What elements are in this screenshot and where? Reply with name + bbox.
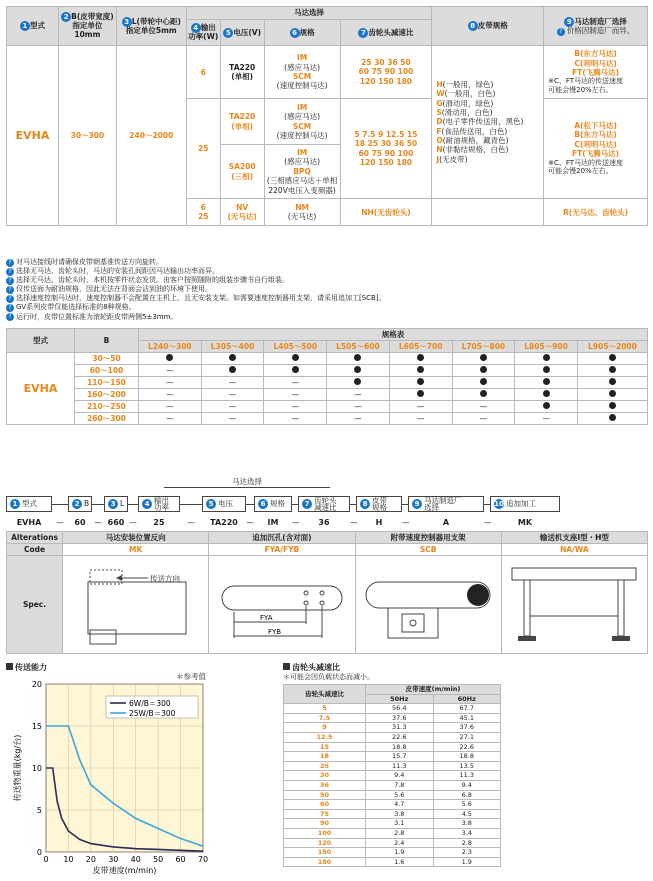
belt-item: D(电子零件传送用，黑色) [436,117,524,127]
y-tick-label: 20 [31,680,42,689]
available-dot [229,354,236,361]
gear-row: 180 1.6 1.9 [284,857,501,867]
col-spec: 6 规格 [264,20,340,46]
belt-item: G(滑动用，绿色) [436,98,494,108]
len-cell [577,353,647,365]
code-motor-group: 马达选择 [164,476,330,488]
gear-row: 36 7.8 9.4 [284,780,501,790]
belt-item: J(无皮带) [436,154,468,164]
code-example: IM [267,518,279,527]
alt-spec-mk [63,556,209,654]
voltage-1: TA220 (单相) [220,46,264,99]
len-cell [389,389,452,401]
question-icon: ? [6,259,14,267]
gear-row: 120 2.4 2.8 [284,838,501,848]
scb-diagram [358,560,498,648]
len-cell: — [327,413,390,425]
col-belt: 8 皮带规格 [432,7,544,46]
len-cell [515,401,578,413]
len-cell [515,365,578,377]
len-cell [389,377,452,389]
code-num: 3 [108,499,118,509]
len-row [7,353,648,365]
legend-entry: 25W/B＝300 [129,709,176,718]
len-b: 210～250 [75,401,139,413]
code-box: 1 型式 [6,496,52,512]
alt-spec-fy [209,556,355,654]
len-cell: — [389,401,452,413]
gear-note: ＊可能会因负载状态而减小。 [283,673,374,681]
len-cell [577,365,647,377]
len-col: L705～800 [452,341,515,353]
mk-diagram [66,560,206,648]
available-dot [417,354,424,361]
code-example: 36 [318,518,330,527]
code-example: EVHA [16,518,42,527]
alt-code-2: FYA/FYB [209,544,355,556]
maker-6: B(东方马达) C(利明马达) FT(飞腾马达) ※C、FT马达的传送速度 可能会慢20%左右。 [544,46,648,99]
belt-item: H(一般用，绿色) [436,79,494,89]
gear-row: 60 4.7 5.6 [284,800,501,810]
question-icon: ? [6,268,14,276]
alt-code-4: NA/WA [501,544,647,556]
col-ratio: 7 齿轮头减速比 [340,20,432,46]
len-cell: — [264,413,327,425]
gear-row: 18 15.7 18.8 [284,752,501,762]
gear-col-ratio: 齿轮头减速比 [284,685,366,704]
len-col-b: B [75,329,139,353]
spec-1: IM (感应马达) SCM (速度控制马达) [264,46,340,99]
len-cell [264,365,327,377]
len-col: L605～700 [389,341,452,353]
ratio-2: 5 7.5 9 12.5 15 18 25 30 36 50 60 75 90 100 120 150 180 [340,99,432,199]
code-num: 4 [142,499,152,509]
gear-row: 7.5 37.6 45.1 [284,713,501,723]
code-num: 9 [412,499,422,509]
question-icon: ? [6,313,14,321]
len-col: L905～2000 [577,341,647,353]
maker-item: A(松下马达) [574,121,617,130]
len-cell: — [389,413,452,425]
output-6-25: 6 25 [186,199,220,226]
code-example: A [442,518,450,527]
y-tick-label: 15 [31,722,42,731]
alt-code-3: SCB [355,544,501,556]
len-cell: — [327,401,390,413]
l-range: 240～2000 [116,46,186,226]
len-b: 60～100 [75,365,139,377]
len-cell [452,389,515,401]
available-dot [354,378,361,385]
len-cell: — [452,401,515,413]
code-example: 25 [153,518,165,527]
available-dot [417,366,424,373]
code-example: TA220 [210,518,238,527]
alt-name-1: 马达安装位置反向 [63,532,209,544]
len-cell: — [201,377,264,389]
gear-row: 15 18.8 22.6 [284,742,501,752]
voltage-3: SA200 (三相) [220,145,264,199]
len-cell [389,353,452,365]
len-row [7,401,648,413]
belt-list [432,46,544,199]
alt-header: Alterations [7,532,63,544]
maker-item: C(利明马达) [574,139,617,149]
fyb-label: FYB [267,627,282,636]
alt-code-1: MK [63,544,209,556]
len-cell: — [264,389,327,401]
col-maker: 9 马达制造厂选择 ? 价格因制造厂而异。 [544,7,648,46]
len-cell: — [515,413,578,425]
maker-item: B(东方马达) [574,130,617,140]
col-l: 3 L(带轮中心距) 指定单位5mm [116,7,186,46]
len-cell [201,353,264,365]
gear-col-speed: 皮带速度(m/min) [366,685,501,695]
len-cell: — [201,401,264,413]
maker-item: FT(飞腾马达) [572,67,620,77]
len-row [7,377,648,389]
available-dot [609,354,616,361]
gear-row: 12.5 22.6 27.1 [284,732,501,742]
available-dot [480,366,487,373]
b-range: 30～300 [58,46,116,226]
col-motor-group: 马达选择 [186,7,432,20]
question-icon: ? [6,295,14,303]
gear-row: 100 2.8 3.4 [284,828,501,838]
y-tick-label: 10 [31,764,42,773]
len-cell [201,365,264,377]
len-cell: — [139,413,202,425]
note-item: ? 仅传送面为耐油规格，因此无法在背面会沾到油的环境下使用。 [6,285,646,294]
note-item: ? 选择速度控制马达时，速度控制器不会配置在主机上，且无安装支架。如需要速度控制器用支架，请采用追加工[SCB]。 [6,294,646,303]
legend-entry: 6W/B＝300 [129,699,171,708]
len-cell: — [139,401,202,413]
len-col: L305～400 [201,341,264,353]
y-tick-label: 5 [36,806,42,815]
len-cell: — [201,413,264,425]
len-cell [577,401,647,413]
gear-row: 30 9.4 11.3 [284,771,501,781]
gear-table [283,684,501,867]
capacity-title: 传送能力 [6,662,47,673]
spec-2: IM (感应马达) SCM (速度控制马达) [264,99,340,145]
available-dot [543,402,550,409]
gear-row: 5 56.4 67.7 [284,704,501,714]
code-box: 8 皮带 规格 [356,496,402,512]
len-cell [139,353,202,365]
spec-header: Spec. [7,556,63,654]
code-num: 10 [494,500,504,508]
len-cell [577,377,647,389]
available-dot [166,354,173,361]
len-cell: — [139,365,202,377]
maker-item: B(东方马达) [574,49,617,59]
legend [106,696,198,718]
len-b: 110～150 [75,377,139,389]
code-box: 9 马达制造厂 选择 [408,496,484,512]
col-voltage: 5 电压(V) [220,20,264,46]
output-6: 6 [186,46,220,99]
available-dot [543,390,550,397]
gear-col-50: 50Hz [366,694,434,704]
y-tick-label: 0 [36,848,42,857]
maker-item: C(利明马达) [574,58,617,68]
voltage-4: NV (无马达) [220,199,264,226]
len-cell: — [264,401,327,413]
alt-name-3: 附带速度控制器用支架 [355,532,501,544]
code-example: 60 [74,518,86,527]
code-box: 5 电压 [202,496,246,512]
note-item: ? 对马达接线时请确保皮带朝基准传送方向旋转。 [6,258,646,267]
code-example: 660 [107,518,125,527]
belt-item: F(食品传送用，白色) [436,126,508,136]
mk-direction-label: 传送方向 [149,573,180,583]
col-b: 2 B(皮带宽度) 指定单位10mm [58,7,116,46]
gear-row: 150 1.9 2.3 [284,848,501,858]
len-cell: — [139,389,202,401]
gear-row: 25 11.3 13.5 [284,761,501,771]
stand-diagram [504,560,644,648]
available-dot [609,414,616,421]
code-box: 10 追加加工 [490,496,560,512]
len-cell [327,377,390,389]
col-output: 4 输出 功率(W) [186,20,220,46]
code-header: Code [7,544,63,556]
available-dot [543,354,550,361]
code-num: 2 [72,499,82,509]
y-axis-label: 传送物重量(kg/台) [13,734,22,802]
capacity-chart [6,680,216,876]
fya-label: FYA [259,613,273,622]
x-tick-label: 40 [130,855,141,864]
available-dot [543,378,550,385]
order-code: 马达选择 1 型式 EVHA — 2 B 60 — 3 L 660 — 4 输出 功率 25 — 5 电压 TA220 — 6 规格 IM — 7 齿轮头 减速比 36 — 8 皮带 规格 H — 9 马达制造厂 选择 A — 10 追加加工 MK [6,474,646,522]
gear-col-60: 60Hz [433,694,501,704]
x-tick-label: 50 [153,855,164,864]
available-dot [609,402,616,409]
code-box: 7 齿轮头 减速比 [298,496,350,512]
len-col-type: 型式 [7,329,75,353]
ratio-3: NH(无齿轮头) [340,199,432,226]
x-tick-label: 70 [197,855,209,864]
len-b: 160～200 [75,389,139,401]
maker-25: A(松下马达) B(东方马达) C(利明马达) FT(飞腾马达) ※C、FT马达的传送速度 可能会慢20%左右。 [544,99,648,199]
maker-item: FT(飞腾马达) [572,149,620,159]
code-box: 4 输出 功率 [138,496,180,512]
len-row [7,389,648,401]
len-cell [452,377,515,389]
x-tick-label: 30 [108,855,119,864]
len-cell [577,389,647,401]
len-cell [515,389,578,401]
available-dot [480,354,487,361]
code-example: H [375,518,383,527]
gear-row: 90 3.1 3.8 [284,819,501,829]
available-dot [229,366,236,373]
capacity-ref: ＊参考值 [176,672,206,681]
x-axis-label: 皮带速度(m/min) [92,866,157,875]
code-num: 5 [206,499,216,509]
len-group: 规格表 [139,329,648,341]
gear-row: 75 3.8 4.5 [284,809,501,819]
x-tick-label: 10 [63,855,74,864]
code-box: 3 L [104,496,128,512]
len-cell: — [201,389,264,401]
belt-item: S(滑动用，白色) [436,107,493,117]
alt-name-2: 追加沉孔(含对面) [209,532,355,544]
fy-diagram [212,560,352,648]
note-item: ? 选择无马达、齿轮头时，本机按零件状态发货。由客户按照随附的组装步骤书自行组装。 [6,276,646,285]
selection-table [6,6,648,226]
len-cell [515,353,578,365]
len-cell [452,365,515,377]
type-value: EVHA [7,46,59,226]
belt-item: W(一般用，白色) [436,89,496,99]
note-item: ? 选择无马达、齿轮头时，马达的安装孔间距因马达输出功率而异。 [6,267,646,276]
len-row [7,365,648,377]
alterations-table [6,531,648,654]
voltage-2: TA220 (单相) [220,99,264,145]
len-col: L240～300 [139,341,202,353]
code-num: 7 [302,499,312,509]
available-dot [480,390,487,397]
alt-spec-stand [501,556,647,654]
available-dot [292,366,299,373]
len-b: 30～50 [75,353,139,365]
notes-list [6,258,646,322]
spec-3: IM (感应马达) BPQ (三相感应马达＋单相 220V电压入变频器) [264,145,340,199]
len-col: L405～500 [264,341,327,353]
available-dot [354,354,361,361]
available-dot [417,378,424,385]
code-example: MK [517,518,533,527]
x-tick-label: 0 [43,855,49,864]
len-cell [327,353,390,365]
available-dot [480,378,487,385]
len-b: 260～300 [75,413,139,425]
code-box: 6 规格 [254,496,292,512]
len-cell [515,377,578,389]
question-icon: ? [6,277,14,285]
code-num: 8 [360,499,370,509]
available-dot [417,390,424,397]
maker-none: R(无马达、齿轮头) [544,199,648,226]
available-dot [609,390,616,397]
available-dot [354,366,361,373]
alt-name-4: 输送机支座I型・H型 [501,532,647,544]
available-dot [292,354,299,361]
available-dot [609,366,616,373]
len-cell [452,353,515,365]
alt-spec-scb [355,556,501,654]
gear-title: 齿轮头减速比 [283,662,340,673]
col-type: 1 型式 [7,7,59,46]
question-icon: ? [6,286,14,294]
note-item: ? GV系列皮带仅能选择标准的8种规格。 [6,303,646,312]
belt-none [432,199,544,226]
ratio-1: 25 30 36 50 60 75 90 100 120 150 180 [340,46,432,99]
belt-item: O(耐油规格，藏青色) [436,136,509,146]
len-type: EVHA [7,353,75,425]
len-col: L505～600 [327,341,390,353]
length-table [6,328,648,425]
output-25: 25 [186,99,220,199]
len-col: L805～900 [515,341,578,353]
x-tick-label: 60 [175,855,186,864]
len-cell: — [327,389,390,401]
len-cell: — [139,377,202,389]
len-cell [577,413,647,425]
x-tick-label: 20 [85,855,96,864]
belt-item: N(非黏结规格，白色) [436,145,509,155]
code-num: 1 [10,499,20,509]
gear-row: 9 31.3 37.6 [284,723,501,733]
available-dot [609,378,616,385]
code-box: 2 B [68,496,92,512]
len-cell [327,365,390,377]
code-num: 6 [258,499,268,509]
gear-row: 50 5.6 6.8 [284,790,501,800]
spec-4: NM (无马达) [264,199,340,226]
len-cell: — [264,377,327,389]
len-cell [389,365,452,377]
len-row [7,413,648,425]
note-item: ? 运行时，皮带位置标准为滚轮距皮带两侧5±3mm。 [6,313,646,322]
len-cell [264,353,327,365]
question-icon: ? [6,304,14,312]
len-cell: — [452,413,515,425]
available-dot [543,366,550,373]
